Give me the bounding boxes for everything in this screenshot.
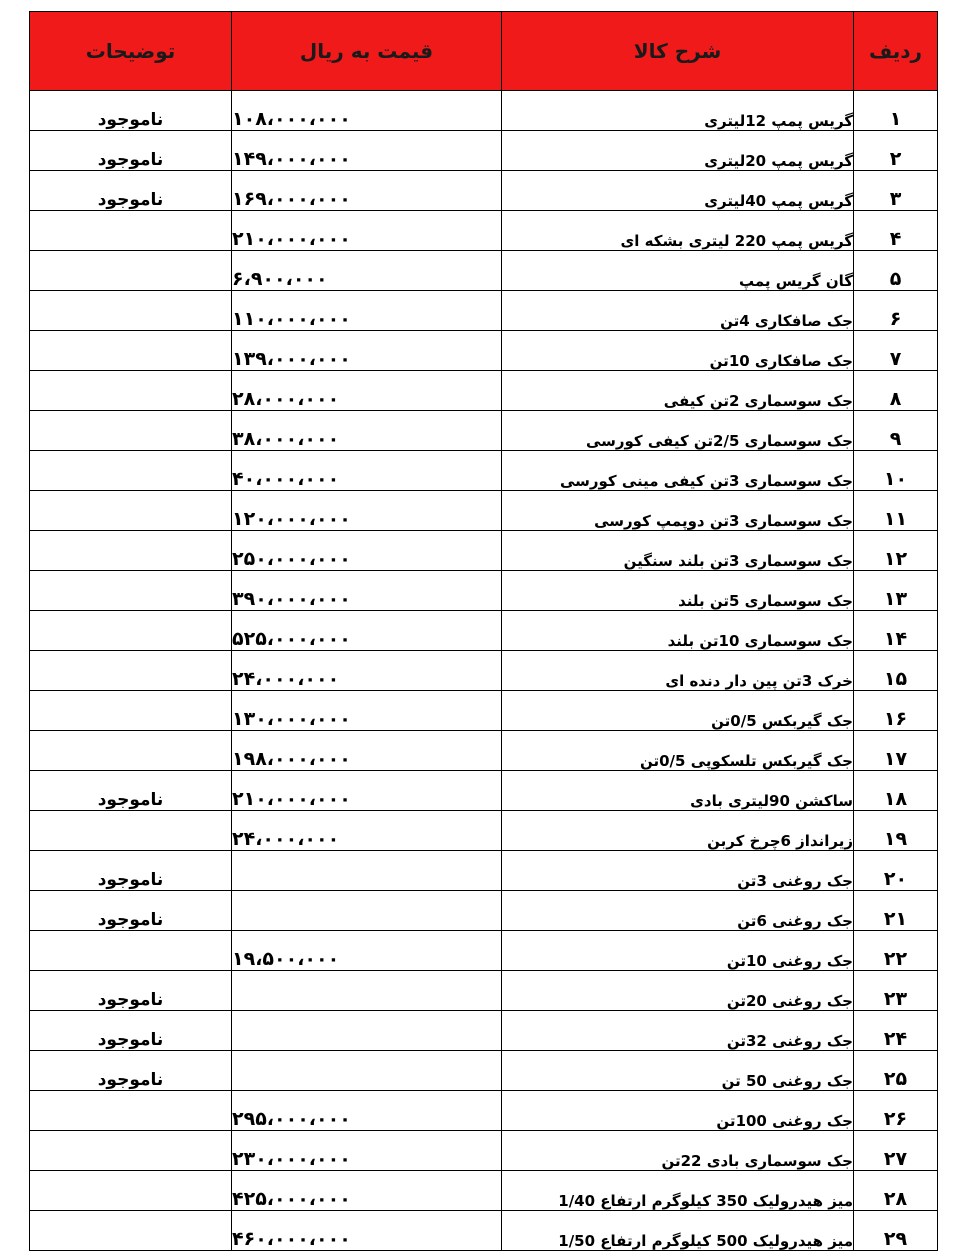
row-index-cell: ۲۸ <box>854 1171 938 1211</box>
header-index: ردیف <box>854 12 938 91</box>
row-description-cell: جک سوسماری 10تن بلند <box>502 611 854 651</box>
row-description-cell: جک صافکاری 10تن <box>502 331 854 371</box>
table-row <box>30 1011 938 1051</box>
row-description-cell: جک روغنی 50 تن <box>502 1051 854 1091</box>
row-notes-cell <box>30 731 232 771</box>
row-price-cell <box>232 1011 502 1051</box>
row-price-cell: ۱۱۰،۰۰۰،۰۰۰ <box>232 291 502 331</box>
table-row <box>30 491 938 531</box>
row-notes-cell <box>30 571 232 611</box>
row-notes-cell <box>30 331 232 371</box>
row-notes-cell <box>30 211 232 251</box>
row-description-cell: جک روغنی 3تن <box>502 851 854 891</box>
row-description-cell: جک سوسماری 3تن دوپمپ کورسی <box>502 491 854 531</box>
row-index-cell: ۲۷ <box>854 1131 938 1171</box>
row-notes-cell <box>30 1171 232 1211</box>
table-row <box>30 531 938 571</box>
row-price-cell: ۱۰۸،۰۰۰،۰۰۰ <box>232 91 502 131</box>
row-description-cell: جک روغنی 6تن <box>502 891 854 931</box>
row-notes-cell: ناموجود <box>30 851 232 891</box>
row-description-cell: جک گیربکس 0/5تن <box>502 691 854 731</box>
row-notes-cell <box>30 811 232 851</box>
row-description-cell: جک سوسماری 2تن کیفی <box>502 371 854 411</box>
row-notes-cell: ناموجود <box>30 771 232 811</box>
row-notes-cell: ناموجود <box>30 971 232 1011</box>
row-notes-cell <box>30 291 232 331</box>
table-row <box>30 691 938 731</box>
row-description-cell: جک سوسماری 3تن بلند سنگین <box>502 531 854 571</box>
row-index-cell: ۱۵ <box>854 651 938 691</box>
row-price-cell: ۱۳۹،۰۰۰،۰۰۰ <box>232 331 502 371</box>
row-notes-cell <box>30 651 232 691</box>
table-row <box>30 811 938 851</box>
row-price-cell <box>232 851 502 891</box>
row-notes-cell: ناموجود <box>30 171 232 211</box>
row-notes-cell: ناموجود <box>30 891 232 931</box>
table-row <box>30 1091 938 1131</box>
row-price-cell: ۱۹،۵۰۰،۰۰۰ <box>232 931 502 971</box>
row-price-cell: ۲۹۵،۰۰۰،۰۰۰ <box>232 1091 502 1131</box>
row-price-cell <box>232 1051 502 1091</box>
table-row <box>30 771 938 811</box>
table-row <box>30 91 938 131</box>
row-price-cell: ۲۱۰،۰۰۰،۰۰۰ <box>232 771 502 811</box>
table-row <box>30 251 938 291</box>
row-notes-cell <box>30 1211 232 1251</box>
row-index-cell: ۲۴ <box>854 1011 938 1051</box>
row-index-cell: ۱۰ <box>854 451 938 491</box>
row-description-cell: میز هیدرولیک 500 کیلوگرم ارتفاع 1/50 <box>502 1211 854 1251</box>
row-notes-cell <box>30 1131 232 1171</box>
row-description-cell: جک روغنی 32تن <box>502 1011 854 1051</box>
row-description-cell: گریس پمپ 12لیتری <box>502 91 854 131</box>
row-index-cell: ۲۶ <box>854 1091 938 1131</box>
row-description-cell: زیرانداز 6چرخ کربن <box>502 811 854 851</box>
row-description-cell: جک روغنی 10تن <box>502 931 854 971</box>
row-index-cell: ۹ <box>854 411 938 451</box>
row-index-cell: ۱۹ <box>854 811 938 851</box>
row-notes-cell <box>30 451 232 491</box>
row-notes-cell: ناموجود <box>30 1051 232 1091</box>
row-index-cell: ۱۷ <box>854 731 938 771</box>
row-index-cell: ۲۰ <box>854 851 938 891</box>
row-notes-cell <box>30 1091 232 1131</box>
table-row <box>30 131 938 171</box>
row-price-cell: ۴۲۵،۰۰۰،۰۰۰ <box>232 1171 502 1211</box>
row-price-cell: ۴۰،۰۰۰،۰۰۰ <box>232 451 502 491</box>
row-index-cell: ۶ <box>854 291 938 331</box>
table-row <box>30 171 938 211</box>
row-description-cell: جک سوسماری بادی 22تن <box>502 1131 854 1171</box>
header-row <box>30 12 938 91</box>
row-price-cell: ۱۳۰،۰۰۰،۰۰۰ <box>232 691 502 731</box>
row-index-cell: ۴ <box>854 211 938 251</box>
table-row <box>30 331 938 371</box>
row-index-cell: ۲۹ <box>854 1211 938 1251</box>
table-row <box>30 971 938 1011</box>
row-description-cell: جک روغنی 100تن <box>502 1091 854 1131</box>
row-index-cell: ۱۲ <box>854 531 938 571</box>
header-price: قیمت به ریال <box>232 12 502 91</box>
row-index-cell: ۲۵ <box>854 1051 938 1091</box>
row-index-cell: ۱۴ <box>854 611 938 651</box>
row-price-cell: ۱۶۹،۰۰۰،۰۰۰ <box>232 171 502 211</box>
row-index-cell: ۲ <box>854 131 938 171</box>
row-price-cell <box>232 891 502 931</box>
table-row <box>30 651 938 691</box>
row-notes-cell <box>30 411 232 451</box>
table-row <box>30 731 938 771</box>
row-description-cell: جک سوسماری 2/5تن کیفی کورسی <box>502 411 854 451</box>
row-index-cell: ۱۱ <box>854 491 938 531</box>
price-list-sheet <box>29 11 937 1251</box>
row-index-cell: ۳ <box>854 171 938 211</box>
row-notes-cell <box>30 611 232 651</box>
price-list-table <box>29 11 938 1251</box>
table-row <box>30 931 938 971</box>
row-notes-cell <box>30 691 232 731</box>
table-row <box>30 571 938 611</box>
row-description-cell: جک صافکاری 4تن <box>502 291 854 331</box>
header-description: شرح کالا <box>502 12 854 91</box>
table-row <box>30 1171 938 1211</box>
row-description-cell: گریس پمپ 220 لیتری بشکه ای <box>502 211 854 251</box>
row-notes-cell <box>30 531 232 571</box>
row-description-cell: ساکشن 90لیتری بادی <box>502 771 854 811</box>
table-row <box>30 371 938 411</box>
row-price-cell <box>232 971 502 1011</box>
row-price-cell: ۲۸،۰۰۰،۰۰۰ <box>232 371 502 411</box>
header-notes: توضیحات <box>30 12 232 91</box>
row-index-cell: ۲۳ <box>854 971 938 1011</box>
row-price-cell: ۱۲۰،۰۰۰،۰۰۰ <box>232 491 502 531</box>
table-row <box>30 1211 938 1251</box>
row-price-cell: ۱۴۹،۰۰۰،۰۰۰ <box>232 131 502 171</box>
row-index-cell: ۷ <box>854 331 938 371</box>
table-row <box>30 411 938 451</box>
row-description-cell: خرک 3تن پین دار دنده ای <box>502 651 854 691</box>
row-description-cell: جک روغنی 20تن <box>502 971 854 1011</box>
table-row <box>30 1051 938 1091</box>
row-index-cell: ۱ <box>854 91 938 131</box>
row-notes-cell: ناموجود <box>30 1011 232 1051</box>
row-notes-cell <box>30 371 232 411</box>
row-description-cell: گریس پمپ 20لیتری <box>502 131 854 171</box>
row-index-cell: ۱۳ <box>854 571 938 611</box>
row-price-cell: ۲۴،۰۰۰،۰۰۰ <box>232 651 502 691</box>
row-price-cell: ۴۶۰،۰۰۰،۰۰۰ <box>232 1211 502 1251</box>
row-description-cell: جک گیربکس تلسکوپی 0/5تن <box>502 731 854 771</box>
table-row <box>30 611 938 651</box>
row-notes-cell <box>30 931 232 971</box>
row-notes-cell <box>30 251 232 291</box>
table-row <box>30 851 938 891</box>
row-price-cell: ۲۱۰،۰۰۰،۰۰۰ <box>232 211 502 251</box>
row-index-cell: ۸ <box>854 371 938 411</box>
row-notes-cell: ناموجود <box>30 91 232 131</box>
row-price-cell: ۳۸،۰۰۰،۰۰۰ <box>232 411 502 451</box>
row-description-cell: گریس پمپ 40لیتری <box>502 171 854 211</box>
row-price-cell: ۳۹۰،۰۰۰،۰۰۰ <box>232 571 502 611</box>
row-description-cell: جک سوسماری 5تن بلند <box>502 571 854 611</box>
row-index-cell: ۲۱ <box>854 891 938 931</box>
table-row <box>30 451 938 491</box>
row-notes-cell: ناموجود <box>30 131 232 171</box>
row-price-cell: ۲۳۰،۰۰۰،۰۰۰ <box>232 1131 502 1171</box>
row-index-cell: ۱۶ <box>854 691 938 731</box>
table-row <box>30 291 938 331</box>
row-description-cell: جک سوسماری 3تن کیفی مینی کورسی <box>502 451 854 491</box>
table-row <box>30 1131 938 1171</box>
table-row <box>30 211 938 251</box>
row-description-cell: میز هیدرولیک 350 کیلوگرم ارتفاع 1/40 <box>502 1171 854 1211</box>
row-description-cell: گان گریس پمپ <box>502 251 854 291</box>
row-price-cell: ۲۵۰،۰۰۰،۰۰۰ <box>232 531 502 571</box>
row-index-cell: ۲۲ <box>854 931 938 971</box>
table-row <box>30 891 938 931</box>
table-body <box>30 91 938 1251</box>
row-index-cell: ۱۸ <box>854 771 938 811</box>
row-price-cell: ۶،۹۰۰،۰۰۰ <box>232 251 502 291</box>
row-index-cell: ۵ <box>854 251 938 291</box>
row-price-cell: ۱۹۸،۰۰۰،۰۰۰ <box>232 731 502 771</box>
row-price-cell: ۵۲۵،۰۰۰،۰۰۰ <box>232 611 502 651</box>
row-notes-cell <box>30 491 232 531</box>
row-price-cell: ۲۴،۰۰۰،۰۰۰ <box>232 811 502 851</box>
